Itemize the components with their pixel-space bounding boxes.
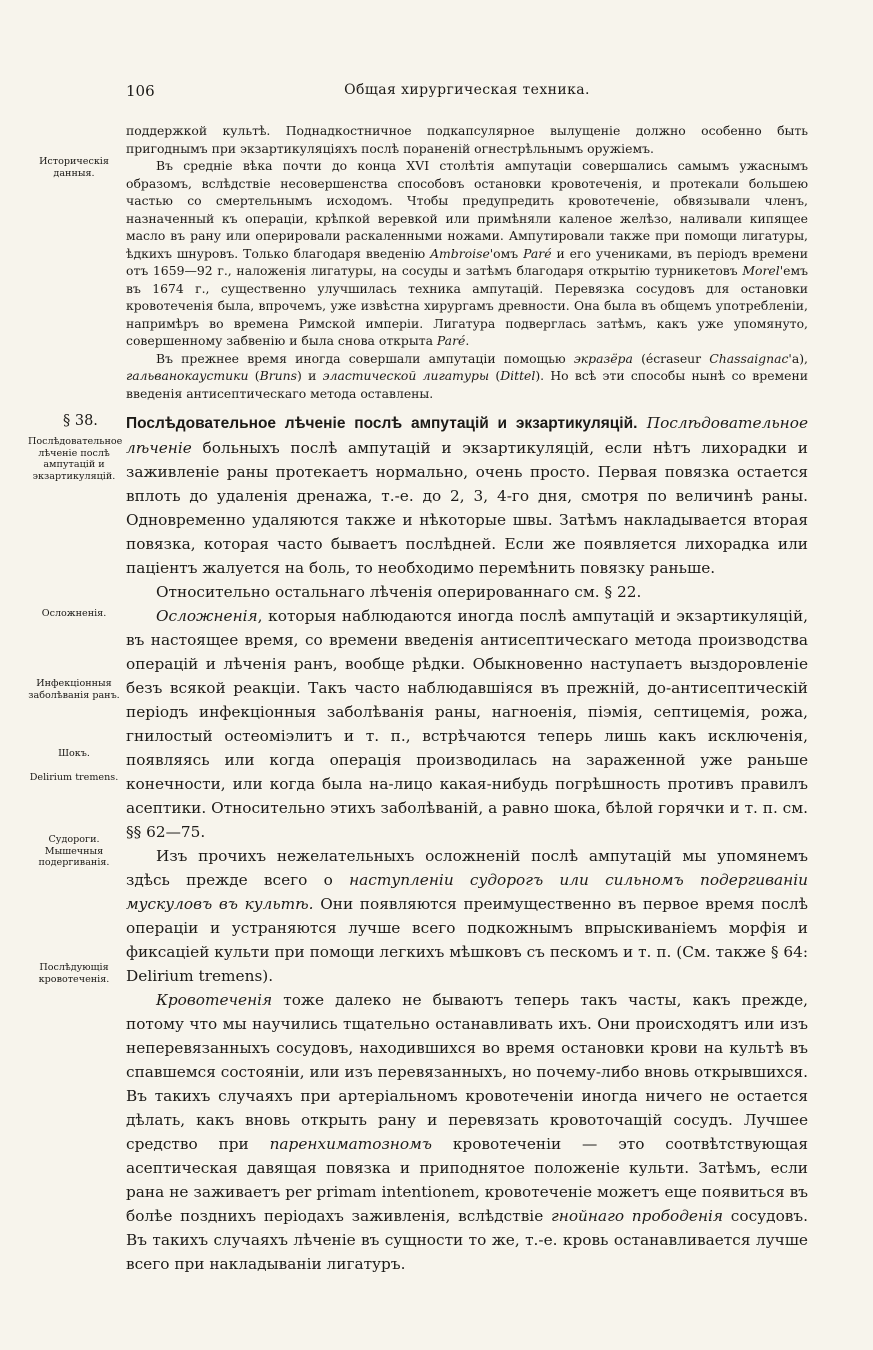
page-number: 106 [126,82,155,100]
paragraph-aftercare: Послѣдовательное лѣченіе послѣ ампутацій и экзартикуляцій. Послѣдовательное лѣченіе больныхъ послѣ ампутацій и экзартикуляцій, если нѣтъ лихорадки и заживленіе раны протекаетъ нормально, очень просто. Первая повязка остается вплоть до удаленія дренажа, т.-е. до 2, 3, 4-го дня, смотря по величинѣ раны. Одновременно удаляются также и нѣкоторые швы. Затѣмъ накладывается вторая повязка, которая часто бываетъ послѣдней. Если же появляется лихорадка или паціентъ жалуется на боль, то необходимо перемѣнить повязку раньше. [126,414,808,577]
section-38 [126,411,808,1276]
margin-note-history: Историческія данныя. [39,156,109,179]
name-morel: Morel [742,263,780,278]
page-header [126,82,808,104]
name-pare: Paré [523,245,552,261]
margin-note-delirium: Delirium tremens. [29,772,119,783]
paragraph-history: Въ средніе вѣка почти до конца XVI столѣтія ампутаціи совершались самымъ ужаснымъ образомъ, вслѣдствіе несовершенства способовъ остановки кровотеченія, и протекали большею частью со смертельнымъ исходомъ. Чтобы предупредить кровотеченіе, обвязывали членъ, назначенный къ операціи, крѣпкой веревкой или примѣняли каленое желѣзо, наливали кипящее масло въ рану или оперировали раскаленными ножами. Ампутировали также при помощи лигатуры, ѣдкихъ шнуровъ. Только благодаря введенію Ambroise'омъ Paré и его учениками, въ періодъ времени отъ 1659—92 г., наложенія лигатуры, на сосуды и затѣмъ благодаря открытію турникетовъ Morel'емъ въ 1674 г., существенно улучшилась техника ампутацій. Перевязка сосудовъ для остановки кровотеченія была, впрочемъ, уже извѣстна хирургамъ древности. Она была въ общемъ употребленіи, напримѣръ во времена Римской имперіи. Лигатура подверглась затѣмъ, какъ уже упомянуто, совершенному забвенію и была снова открыта Paré. [126,158,808,348]
running-title: Общая хирургическая техника. [344,82,590,98]
margin-note-aftercare: Послѣдовательное лѣченіе послѣ ампутацій и экзартикуляцій. [28,436,123,482]
paragraph-former-methods: Въ прежнее время иногда совершали ампутаціи помощью экразёра (écraseur Chassaignac'а), гальванокаустики (Bruns) и эластической лигатуры (Dittel). Но всѣ эти способы нынѣ со времени введенія антисептическаго метода оставлены. [126,350,809,401]
section-heading: Послѣдовательное лѣченіе послѣ ампутацій и экзартикуляцій. [126,415,638,432]
margin-note-bleeding: Послѣдующія кровотеченія. [38,962,110,985]
small-print-section [126,122,808,402]
paragraph-further-treatment: Относительно остальнаго лѣченія оперированнаго см. § 22. [156,583,642,601]
paragraph-subperiosteal: поддержкой культѣ. Поднадкостничное подкапсулярное вылущеніе должно особенно быть пригоднымъ при экзартикуляціяхъ послѣ пораненій огнестрѣльнымъ оружіемъ. [126,123,808,156]
margin-note-complications: Осложненія. [41,608,107,619]
section-number: § 38. [63,413,98,429]
paragraph-complications: Осложненія, которыя наблюдаются иногда послѣ ампутацій и экзартикуляцій, въ настоящее время, со времени введенія антисептическаго метода производства операцій и лѣченія ранъ, вообще рѣдки. Обыкновенно наступаетъ выздоровленіе безъ всякой реакціи. Такъ часто наблюдавшіяся въ прежній, до-антисептическій періодъ инфекціонныя заболѣванія раны, нагноенія, піэмія, септицемія, рожа, гнилостый остеоміэлитъ и т. п., встрѣчаются теперь лишь какъ исключенія, появляясь или когда операція производилась на зараженной уже раньше конечности, или когда была на-лицо какая-нибудь погрѣшность противъ правилъ асептики. Относительно этихъ заболѣваній, а равно шока, бѣлой горячки и т. п. см. §§ 62—75. [126,607,809,841]
margin-note-shock: Шокъ. [58,748,90,759]
paragraph-bleeding: Кровотеченія тоже далеко не бываютъ теперь такъ часты, какъ прежде, потому что мы научились тщательно останавливать ихъ. Они происходятъ или изъ неперевязанныхъ сосудовъ, находившихся во время остановки крови на культѣ въ спавшемся состояніи, или изъ перевязанныхъ, но почему-либо вновь открывшихся. Въ такихъ случаяхъ при артеріальномъ кровотеченіи иногда ничего не остается дѣлать, какъ вновь открыть рану и перевязать кровоточащій сосудъ. Лучшее средство при паренхиматозномъ кровотеченіи — это соотвѣтствующая асептическая давящая повязка и приподнятое положеніе культи. Затѣмъ, если рана не заживаетъ per primam intentionem, кровотеченіе можетъ еще появиться въ болѣе позднихъ періодахъ заживленія, вслѣдствіе гнойнаго прободенія сосудовъ. Въ такихъ случаяхъ лѣченіе въ сущности то же, т.-е. кровь останавливается лучше всего при накладываніи лигатуръ. [126,991,808,1273]
margin-note-infection: Инфекціонныя заболѣванія ранъ. [28,678,120,701]
margin-note-spasms: Судороги. Мышечныя подергиванія. [38,834,110,868]
name-ambroise: Ambroise [430,245,490,261]
name-pare-2: Paré [436,333,466,348]
paragraph-spasms: Изъ прочихъ нежелательныхъ осложненій послѣ ампутацій мы упомянемъ здѣсь прежде всего о наступленіи судорогъ или сильномъ подергиваніи мускуловъ въ культѣ. Они появляются преимущественно въ первое время послѣ операціи и устраняются лучше всего подкожнымъ впрыскиваніемъ морфія и фиксаціей культи при помощи легкихъ мѣшковъ съ пескомъ и т. п. (См. также § 64: Delirium tremens). [126,847,808,985]
